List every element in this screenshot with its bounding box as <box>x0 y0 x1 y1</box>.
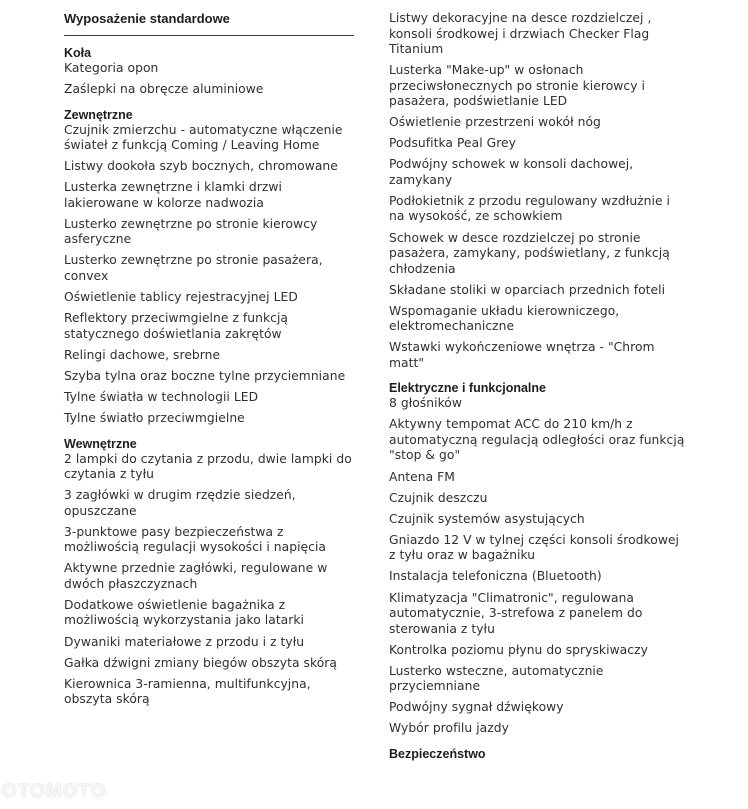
section-kola <box>64 46 356 98</box>
list-item: Lusterka zewnętrzne i klamki drzwi lakierowane w kolorze nadwozia <box>64 180 282 210</box>
list-item: Oświetlenie przestrzeni wokół nóg <box>389 115 601 130</box>
list-item: Tylne światła w technologii LED <box>64 389 259 404</box>
list-item: Lusterko zewnętrzne po stronie kierowcy asferyczne <box>64 216 318 247</box>
list-item: Relingi dachowe, srebrne <box>64 347 221 362</box>
list-item: Szyba tylna oraz boczne tylne przyciemniane <box>64 368 346 383</box>
list-item: Składane stoliki w oparciach przednich foteli <box>389 282 666 297</box>
watermark-logo: OTOMOTO <box>2 781 107 802</box>
list-item: Zaślepki na obręcze aluminiowe <box>64 82 264 97</box>
page-title: Wyposażenie standardowe <box>64 11 354 36</box>
list-item: Instalacja telefoniczna (Bluetooth) <box>389 569 602 584</box>
list-item: Podsufitka Peal Grey <box>389 136 516 151</box>
section-heading: Zewnętrzne <box>64 107 133 122</box>
list-item: Klimatyzacja "Climatronic", regulowana automatycznie, 3-strefowa z panelem do sterowania z tyłu <box>389 590 643 636</box>
left-column <box>64 0 356 713</box>
right-sections <box>389 381 689 762</box>
section-heading: Wewnętrzne <box>64 436 137 451</box>
list-item: Podwójny schowek w konsoli dachowej, zamykany <box>389 157 634 187</box>
list-item: Listwy dookoła szyb bocznych, chromowane <box>64 159 338 174</box>
right-column <box>389 0 689 762</box>
list-item: Lusterka "Make-up" w osłonach przeciwsłonecznych po stronie kierowcy i pasażera, podświetlanie LED <box>389 63 645 109</box>
list-item: Gniazdo 12 V w tylnej części konsoli środkowej z tyłu oraz w bagażniku <box>389 532 680 563</box>
left-sections <box>64 46 356 708</box>
list-item: Tylne światło przeciwmgielne <box>64 411 245 426</box>
list-item: Wstawki wykończeniowe wnętrza - "Chrom matt" <box>389 340 655 370</box>
list-item: Lusterko wsteczne, automatycznie przyciemniane <box>389 663 604 694</box>
list-item: Czujnik systemów asystujących <box>389 511 585 526</box>
section-heading: Bezpieczeństwo <box>389 746 486 761</box>
list-item: Antena FM <box>389 469 455 484</box>
list-item: Kontrolka poziomu płynu do spryskiwaczy <box>389 642 648 657</box>
list-item: Schowek w desce rozdzielczej po stronie pasażera, zamykany, podświetlany, z funkcją chłodzenia <box>389 230 670 276</box>
list-item: Podwójny sygnał dźwiękowy <box>389 700 564 715</box>
section-zewnetrzne <box>64 108 356 427</box>
list-item: 3-punktowe pasy bezpieczeństwa z możliwością regulacji wysokości i napięcia <box>64 524 327 555</box>
section-heading: Elektryczne i funkcjonalne <box>389 381 546 396</box>
section-wewnetrzne <box>64 437 356 708</box>
list-item: Podłokietnik z przodu regulowany wzdłużnie i na wysokość, ze schowkiem <box>389 193 671 224</box>
section-bezpieczenstwo <box>389 747 689 762</box>
list-item: Czujnik zmierzchu - automatyczne włączenie świateł z funkcją Coming / Leaving Home <box>64 122 343 153</box>
list-item: Kierownica 3-ramienna, multifunkcyjna, obszyta skórą <box>64 676 311 707</box>
list-item: Dywaniki materiałowe z przodu i z tyłu <box>64 634 305 649</box>
section-heading: Koła <box>64 46 92 60</box>
list-item: Listwy dekoracyjne na desce rozdzielczej , konsoli środkowej i drzwiach Checker Flag Titanium <box>389 11 652 56</box>
list-item: Aktywne przednie zagłówki, regulowane w dwóch płaszczyznach <box>64 561 328 591</box>
continued-items <box>389 11 689 371</box>
section-elektryczne-i-funkcjonalne <box>389 381 689 737</box>
list-item: Lusterko zewnętrzne po stronie pasażera, convex <box>64 253 323 283</box>
list-item: Wspomaganie układu kierowniczego, elektromechaniczne <box>389 303 620 334</box>
list-item: 8 głośników <box>389 396 462 411</box>
list-item: Kategoria opon <box>64 61 159 75</box>
list-item: Gałka dźwigni zmiany biegów obszyta skórą <box>64 655 338 670</box>
list-item: Aktywny tempomat ACC do 210 km/h z automatyczną regulacją odległości oraz funkcją "stop & go" <box>389 417 685 463</box>
list-item: 2 lampki do czytania z przodu, dwie lampki do czytania z tyłu <box>64 451 352 482</box>
list-item: 3 zagłówki w drugim rzędzie siedzeń, opuszczane <box>64 488 296 518</box>
list-item: Czujnik deszczu <box>389 490 488 505</box>
list-item: Dodatkowe oświetlenie bagażnika z możliwością wykorzystania jako latarki <box>64 597 305 628</box>
list-item: Oświetlenie tablicy rejestracyjnej LED <box>64 290 298 305</box>
list-item: Reflektory przeciwmgielne z funkcją statycznego doświetlania zakrętów <box>64 311 289 341</box>
list-item: Wybór profilu jazdy <box>389 721 509 736</box>
